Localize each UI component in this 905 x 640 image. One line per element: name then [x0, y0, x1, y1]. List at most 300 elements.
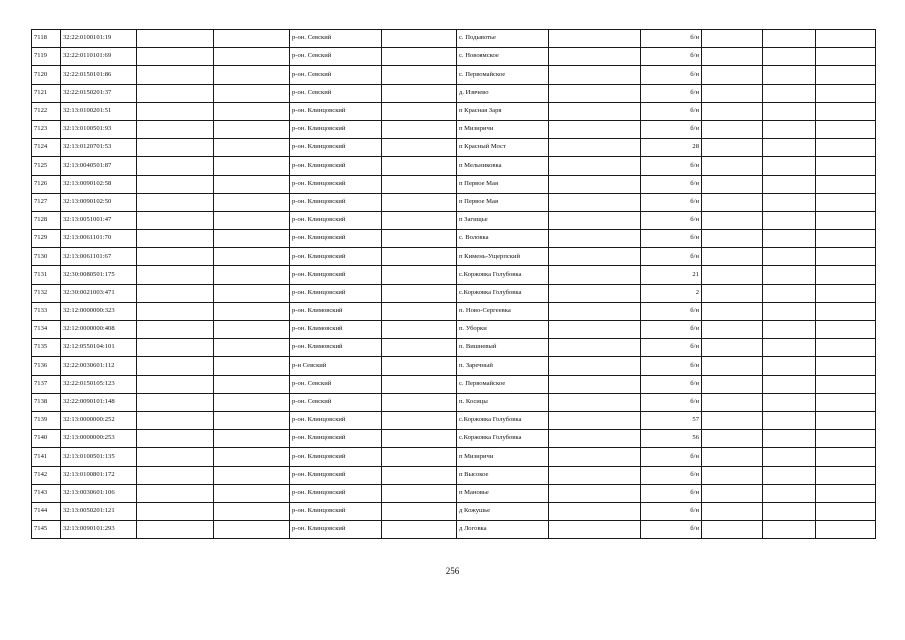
cell-empty	[137, 120, 214, 138]
cell-empty	[382, 157, 457, 175]
cell-house-number: 56	[641, 430, 702, 448]
cell-locality: п Мизиричи	[457, 120, 549, 138]
table-row	[32, 248, 876, 266]
cell-empty	[549, 448, 641, 466]
cell-empty	[382, 357, 457, 375]
cell-empty	[763, 430, 816, 448]
cell-empty	[549, 339, 641, 357]
cell-house-number: б/н	[641, 48, 702, 66]
cell-empty	[763, 193, 816, 211]
cell-locality: с. Подывотье	[457, 30, 549, 48]
cell-empty	[214, 102, 290, 120]
table-row	[32, 393, 876, 411]
cell-house-number: б/н	[641, 375, 702, 393]
cell-empty	[763, 230, 816, 248]
cell-empty	[549, 30, 641, 48]
cell-empty	[816, 393, 876, 411]
cell-empty	[763, 375, 816, 393]
cell-empty	[702, 84, 763, 102]
cell-house-number: б/н	[641, 175, 702, 193]
cell-record-number: 7129	[32, 230, 61, 248]
cell-cadastral-number: 32:13:0030601:106	[61, 484, 137, 502]
cell-empty	[137, 339, 214, 357]
cell-empty	[137, 302, 214, 320]
cell-empty	[816, 284, 876, 302]
cell-house-number: б/н	[641, 321, 702, 339]
cell-house-number: б/н	[641, 448, 702, 466]
cell-empty	[763, 284, 816, 302]
cell-empty	[549, 393, 641, 411]
cell-cadastral-number: 32:13:0100201:51	[61, 102, 137, 120]
cell-empty	[382, 302, 457, 320]
cell-empty	[214, 193, 290, 211]
cell-empty	[214, 321, 290, 339]
cell-record-number: 7134	[32, 321, 61, 339]
cell-empty	[137, 484, 214, 502]
cell-record-number: 7126	[32, 175, 61, 193]
cell-empty	[816, 120, 876, 138]
cell-empty	[137, 84, 214, 102]
cell-empty	[816, 102, 876, 120]
page-number: 256	[445, 566, 460, 576]
cell-empty	[137, 284, 214, 302]
cell-empty	[702, 102, 763, 120]
cell-empty	[816, 375, 876, 393]
table-row	[32, 266, 876, 284]
cell-empty	[816, 211, 876, 229]
cell-locality: п Высокое	[457, 466, 549, 484]
cell-empty	[382, 211, 457, 229]
table-row	[32, 211, 876, 229]
cell-empty	[549, 48, 641, 66]
cell-cadastral-number: 32:12:0000000:323	[61, 302, 137, 320]
cell-record-number: 7136	[32, 357, 61, 375]
cell-record-number: 7141	[32, 448, 61, 466]
cell-empty	[816, 521, 876, 539]
cell-empty	[137, 211, 214, 229]
cell-empty	[702, 302, 763, 320]
cell-record-number: 7132	[32, 284, 61, 302]
cell-locality: п Мизиричи	[457, 448, 549, 466]
cell-district: р-он. Клинцовский	[290, 430, 382, 448]
cell-empty	[137, 157, 214, 175]
cell-house-number: б/н	[641, 393, 702, 411]
cell-empty	[702, 230, 763, 248]
cell-empty	[214, 521, 290, 539]
cell-empty	[702, 30, 763, 48]
cell-cadastral-number: 32:13:0100801:172	[61, 466, 137, 484]
cell-district: р-он. Клинцовский	[290, 211, 382, 229]
cell-empty	[549, 211, 641, 229]
cell-empty	[549, 248, 641, 266]
cell-empty	[763, 484, 816, 502]
cell-district: р-он. Севский	[290, 375, 382, 393]
cell-record-number: 7145	[32, 521, 61, 539]
cell-empty	[816, 321, 876, 339]
cell-empty	[137, 230, 214, 248]
cell-district: р-он. Севский	[290, 66, 382, 84]
cell-empty	[702, 284, 763, 302]
cell-house-number: б/н	[641, 502, 702, 520]
cell-locality: п Загищье	[457, 211, 549, 229]
cell-empty	[763, 339, 816, 357]
cell-empty	[549, 175, 641, 193]
cell-empty	[382, 193, 457, 211]
cell-district: р-он. Клинцовский	[290, 466, 382, 484]
cell-empty	[382, 375, 457, 393]
table-row	[32, 157, 876, 175]
cell-empty	[702, 193, 763, 211]
cell-empty	[702, 502, 763, 520]
cell-house-number: 28	[641, 139, 702, 157]
cell-empty	[763, 66, 816, 84]
cell-cadastral-number: 32:13:0000000:252	[61, 411, 137, 429]
table-row	[32, 448, 876, 466]
cell-empty	[549, 102, 641, 120]
cell-record-number: 7120	[32, 66, 61, 84]
cell-cadastral-number: 32:22:0110101:69	[61, 48, 137, 66]
cell-empty	[763, 84, 816, 102]
cell-record-number: 7119	[32, 48, 61, 66]
cell-house-number: б/н	[641, 211, 702, 229]
cell-district: р-он. Клинцовский	[290, 120, 382, 138]
cell-record-number: 7122	[32, 102, 61, 120]
cell-empty	[214, 175, 290, 193]
cell-record-number: 7131	[32, 266, 61, 284]
cell-empty	[816, 175, 876, 193]
cell-empty	[549, 375, 641, 393]
cell-empty	[382, 120, 457, 138]
cell-record-number: 7130	[32, 248, 61, 266]
cell-empty	[702, 357, 763, 375]
cell-empty	[816, 157, 876, 175]
cell-district: р-он. Клинцовский	[290, 266, 382, 284]
cell-district: р-он. Климовский	[290, 339, 382, 357]
cell-empty	[137, 321, 214, 339]
cell-empty	[382, 466, 457, 484]
cell-empty	[816, 48, 876, 66]
cell-district: р-он. Севский	[290, 30, 382, 48]
cell-record-number: 7140	[32, 430, 61, 448]
cell-empty	[214, 284, 290, 302]
cell-empty	[816, 430, 876, 448]
cell-empty	[549, 484, 641, 502]
cell-record-number: 7123	[32, 120, 61, 138]
cell-cadastral-number: 32:22:0150201:37	[61, 84, 137, 102]
cell-cadastral-number: 32:13:0000000:253	[61, 430, 137, 448]
table-row	[32, 339, 876, 357]
cell-empty	[214, 375, 290, 393]
table-row	[32, 284, 876, 302]
cell-empty	[549, 321, 641, 339]
cell-record-number: 7142	[32, 466, 61, 484]
cell-district: р-он. Клинцовский	[290, 521, 382, 539]
cell-empty	[214, 411, 290, 429]
cell-district: р-он. Клинцовский	[290, 139, 382, 157]
cell-empty	[549, 466, 641, 484]
cell-locality: с. Новоямское	[457, 48, 549, 66]
cell-district: р-он. Севский	[290, 393, 382, 411]
cell-district: р-н Севский	[290, 357, 382, 375]
cell-empty	[214, 502, 290, 520]
cell-empty	[702, 393, 763, 411]
cell-empty	[214, 66, 290, 84]
table-row	[32, 120, 876, 138]
cell-cadastral-number: 32:30:0021003:471	[61, 284, 137, 302]
cell-empty	[214, 339, 290, 357]
cell-cadastral-number: 32:13:0090101:293	[61, 521, 137, 539]
cell-district: р-он. Клинцовский	[290, 448, 382, 466]
cell-empty	[702, 411, 763, 429]
cell-empty	[763, 248, 816, 266]
cell-district: р-он. Клинцовский	[290, 175, 382, 193]
cell-empty	[214, 430, 290, 448]
cell-empty	[816, 339, 876, 357]
cell-district: р-он. Севский	[290, 84, 382, 102]
cell-district: р-он. Клинцовский	[290, 157, 382, 175]
cell-locality: п. Ново-Сергеевка	[457, 302, 549, 320]
cell-house-number: б/н	[641, 120, 702, 138]
cell-empty	[137, 248, 214, 266]
cell-cadastral-number: 32:13:0090102:50	[61, 193, 137, 211]
cell-record-number: 7139	[32, 411, 61, 429]
cell-empty	[763, 175, 816, 193]
cell-empty	[816, 139, 876, 157]
cell-empty	[763, 502, 816, 520]
cell-empty	[549, 193, 641, 211]
cell-empty	[137, 430, 214, 448]
cell-empty	[137, 375, 214, 393]
cell-district: р-он. Климовский	[290, 302, 382, 320]
cell-record-number: 7138	[32, 393, 61, 411]
cell-house-number: б/н	[641, 157, 702, 175]
cell-empty	[702, 211, 763, 229]
cell-locality: с.Коржовка Голубовка	[457, 266, 549, 284]
cell-empty	[549, 84, 641, 102]
cell-empty	[702, 321, 763, 339]
cell-empty	[214, 248, 290, 266]
cell-empty	[214, 230, 290, 248]
cell-cadastral-number: 32:13:0100501:135	[61, 448, 137, 466]
cell-record-number: 7135	[32, 339, 61, 357]
cell-district: р-он. Клинцовский	[290, 193, 382, 211]
cell-empty	[137, 175, 214, 193]
table-row	[32, 502, 876, 520]
cell-district: р-он. Климовский	[290, 321, 382, 339]
cell-house-number: б/н	[641, 484, 702, 502]
cell-empty	[816, 411, 876, 429]
cell-empty	[816, 84, 876, 102]
cell-empty	[549, 302, 641, 320]
table-row	[32, 411, 876, 429]
cell-empty	[763, 139, 816, 157]
cell-locality: д. Извчево	[457, 84, 549, 102]
cell-empty	[763, 448, 816, 466]
cell-cadastral-number: 32:22:0030601:112	[61, 357, 137, 375]
cell-empty	[214, 211, 290, 229]
cell-empty	[702, 484, 763, 502]
cell-district: р-он. Клинцовский	[290, 230, 382, 248]
cell-empty	[382, 48, 457, 66]
cell-record-number: 7128	[32, 211, 61, 229]
cell-empty	[816, 357, 876, 375]
cell-empty	[214, 466, 290, 484]
cell-empty	[763, 211, 816, 229]
table-row	[32, 66, 876, 84]
cell-locality: д Логовка	[457, 521, 549, 539]
cell-house-number: б/н	[641, 521, 702, 539]
cell-empty	[702, 248, 763, 266]
cell-empty	[702, 175, 763, 193]
cell-empty	[382, 430, 457, 448]
cell-empty	[214, 157, 290, 175]
cell-empty	[382, 230, 457, 248]
table-row	[32, 466, 876, 484]
cell-empty	[382, 448, 457, 466]
table-row	[32, 48, 876, 66]
cell-empty	[816, 302, 876, 320]
cell-locality: с.Коржовка Голубовка	[457, 284, 549, 302]
cell-empty	[382, 66, 457, 84]
cell-empty	[549, 66, 641, 84]
table-row	[32, 84, 876, 102]
cell-cadastral-number: 32:30:0080501:175	[61, 266, 137, 284]
cell-empty	[382, 84, 457, 102]
cell-empty	[763, 357, 816, 375]
cell-house-number: б/н	[641, 30, 702, 48]
cell-district: р-он. Клинцовский	[290, 411, 382, 429]
cell-house-number: б/н	[641, 230, 702, 248]
table-row	[32, 521, 876, 539]
cell-empty	[549, 521, 641, 539]
cell-locality: с. Первомайское	[457, 375, 549, 393]
cell-cadastral-number: 32:12:0550104:101	[61, 339, 137, 357]
cell-empty	[702, 120, 763, 138]
cell-empty	[763, 411, 816, 429]
cell-empty	[382, 30, 457, 48]
cell-house-number: б/н	[641, 466, 702, 484]
cell-locality: п. Заречный	[457, 357, 549, 375]
cell-cadastral-number: 32:13:0061101:70	[61, 230, 137, 248]
cell-empty	[137, 266, 214, 284]
cell-locality: п Кимень-Ущерпский	[457, 248, 549, 266]
cell-cadastral-number: 32:13:0051001:47	[61, 211, 137, 229]
cell-district: р-он. Клинцовский	[290, 502, 382, 520]
table-row	[32, 193, 876, 211]
cell-empty	[382, 175, 457, 193]
cell-empty	[214, 120, 290, 138]
cell-district: р-он. Клинцовский	[290, 284, 382, 302]
cell-empty	[382, 266, 457, 284]
cell-cadastral-number: 32:13:0100501:93	[61, 120, 137, 138]
cell-empty	[763, 521, 816, 539]
cell-locality: с. Воловка	[457, 230, 549, 248]
cell-record-number: 7125	[32, 157, 61, 175]
cell-house-number: 21	[641, 266, 702, 284]
cell-empty	[702, 375, 763, 393]
cell-locality: п Мановье	[457, 484, 549, 502]
cell-empty	[137, 193, 214, 211]
table-row	[32, 102, 876, 120]
cell-empty	[137, 521, 214, 539]
cell-empty	[137, 448, 214, 466]
cell-empty	[137, 30, 214, 48]
cell-empty	[763, 466, 816, 484]
cell-district: р-он. Клинцовский	[290, 248, 382, 266]
cell-cadastral-number: 32:13:0120701:53	[61, 139, 137, 157]
cell-cadastral-number: 32:22:0150101:86	[61, 66, 137, 84]
cell-cadastral-number: 32:13:0090102:58	[61, 175, 137, 193]
cell-empty	[214, 84, 290, 102]
cell-record-number: 7124	[32, 139, 61, 157]
cell-record-number: 7121	[32, 84, 61, 102]
cell-record-number: 7137	[32, 375, 61, 393]
cell-empty	[816, 266, 876, 284]
cell-locality: п Красный Мост	[457, 139, 549, 157]
cell-empty	[816, 484, 876, 502]
cell-locality: с.Коржовка Голубовка	[457, 430, 549, 448]
cell-house-number: 2	[641, 284, 702, 302]
cell-empty	[702, 48, 763, 66]
cell-record-number: 7127	[32, 193, 61, 211]
cell-empty	[549, 284, 641, 302]
cell-empty	[214, 139, 290, 157]
table-row	[32, 357, 876, 375]
cell-house-number: б/н	[641, 302, 702, 320]
cell-empty	[137, 466, 214, 484]
cell-cadastral-number: 32:12:0000000:408	[61, 321, 137, 339]
cell-house-number: б/н	[641, 66, 702, 84]
cell-empty	[137, 139, 214, 157]
cell-empty	[549, 266, 641, 284]
cell-empty	[549, 502, 641, 520]
cell-empty	[763, 266, 816, 284]
cell-empty	[816, 448, 876, 466]
cell-locality: п. Вишневый	[457, 339, 549, 357]
cell-empty	[382, 411, 457, 429]
cell-empty	[214, 48, 290, 66]
cell-empty	[702, 157, 763, 175]
cell-empty	[382, 102, 457, 120]
cell-empty	[702, 430, 763, 448]
cell-empty	[137, 393, 214, 411]
cell-house-number: б/н	[641, 102, 702, 120]
cell-empty	[137, 48, 214, 66]
cell-empty	[763, 30, 816, 48]
cell-record-number: 7118	[32, 30, 61, 48]
cell-locality: с.Коржовка Голубовка	[457, 411, 549, 429]
cell-empty	[549, 230, 641, 248]
cell-cadastral-number: 32:22:0090101:148	[61, 393, 137, 411]
cell-house-number: б/н	[641, 248, 702, 266]
cell-cadastral-number: 32:13:0050201:121	[61, 502, 137, 520]
cell-house-number: б/н	[641, 193, 702, 211]
cell-empty	[702, 66, 763, 84]
cell-empty	[214, 484, 290, 502]
table-row	[32, 302, 876, 320]
table-row	[32, 430, 876, 448]
cell-district: р-он. Севский	[290, 48, 382, 66]
cell-locality: п Мельниковка	[457, 157, 549, 175]
cell-empty	[816, 230, 876, 248]
cell-empty	[382, 521, 457, 539]
cell-empty	[816, 466, 876, 484]
cell-empty	[137, 357, 214, 375]
cell-empty	[382, 339, 457, 357]
cell-cadastral-number: 32:13:0040501:87	[61, 157, 137, 175]
cell-empty	[816, 193, 876, 211]
cell-empty	[702, 521, 763, 539]
